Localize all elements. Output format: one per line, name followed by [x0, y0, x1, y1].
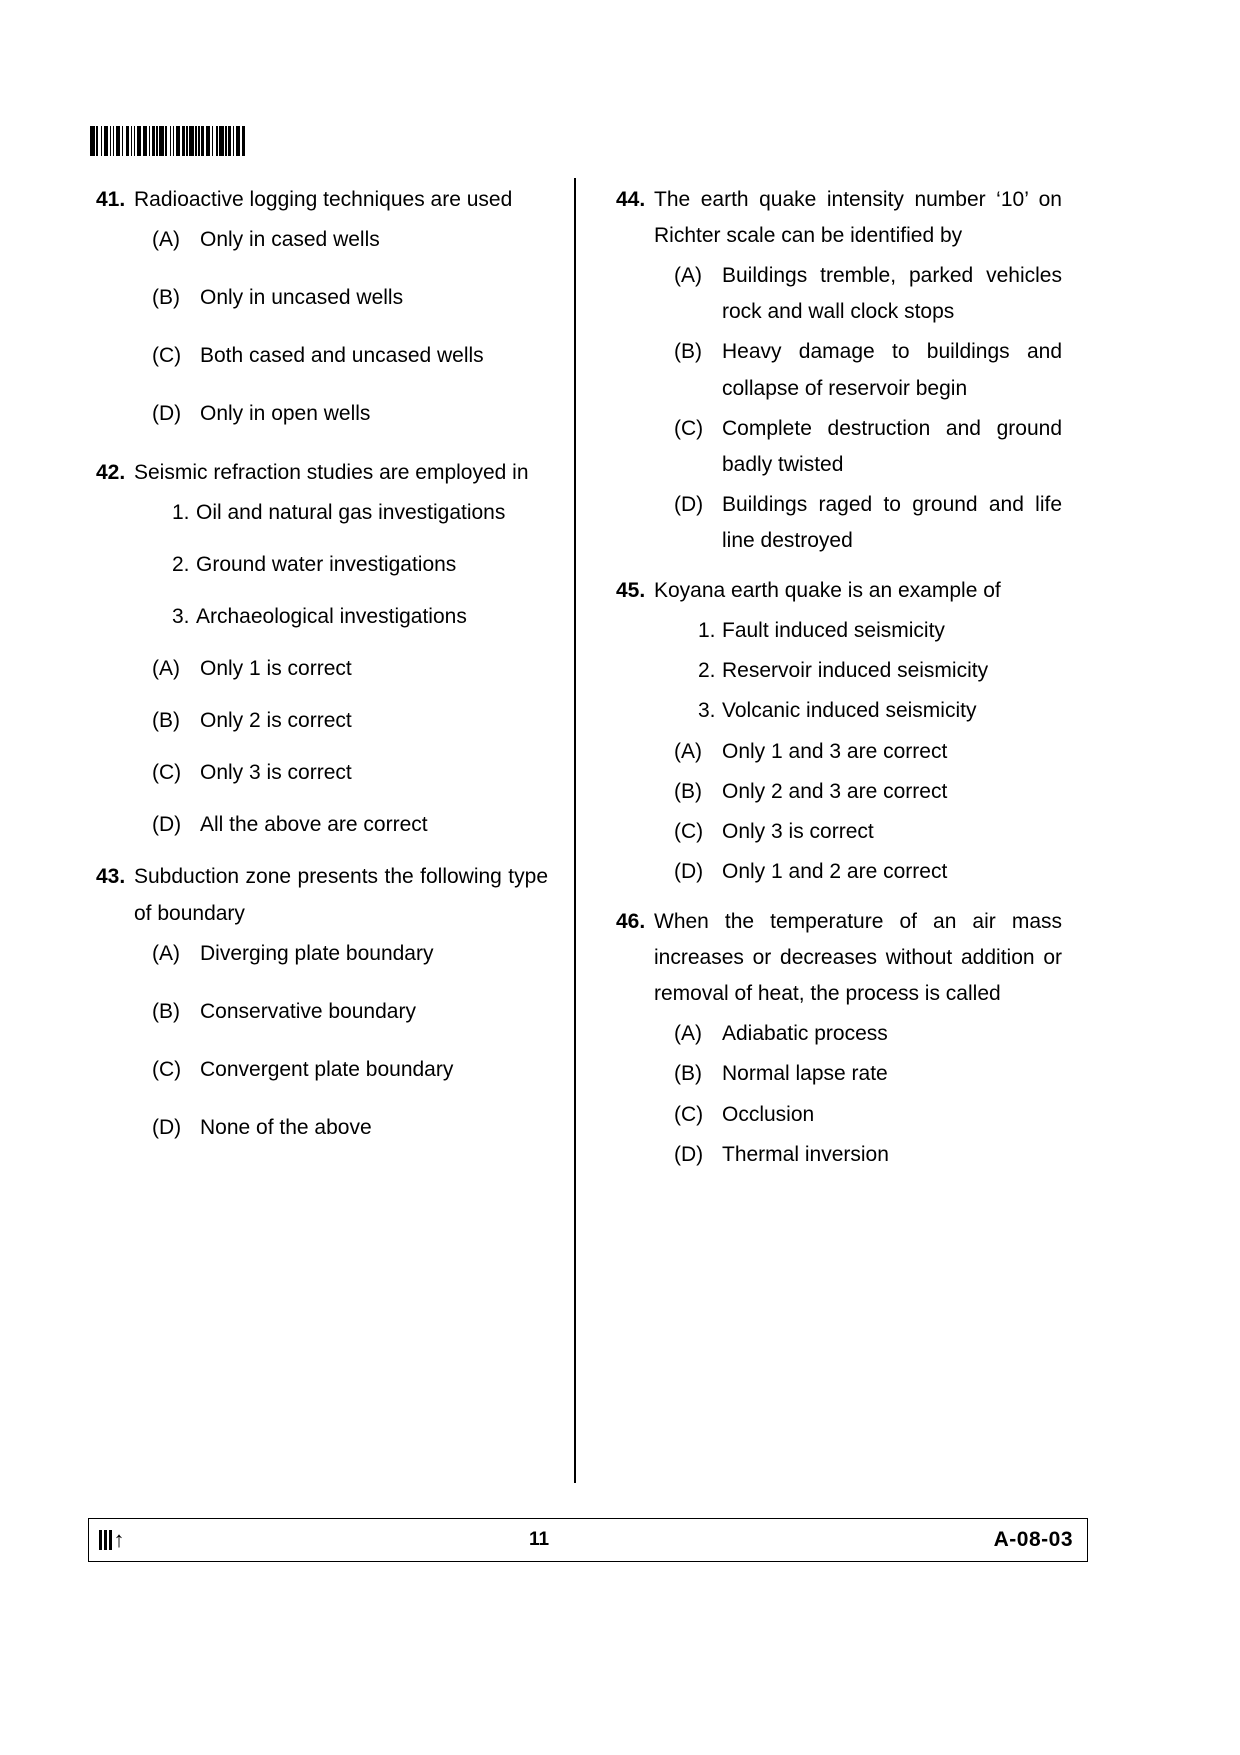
up-arrow-icon: ↑: [113, 1527, 125, 1552]
option-row[interactable]: [666, 774, 1062, 810]
option-text: Only in uncased wells: [200, 286, 404, 310]
option-key: (B): [152, 999, 180, 1023]
option-key: (C): [152, 761, 182, 785]
question-number: 42.: [96, 460, 126, 484]
question-sub-items: [88, 495, 548, 635]
option-key: (C): [674, 416, 704, 440]
option-key: (B): [152, 286, 180, 310]
option-key: (C): [674, 1102, 704, 1126]
option-key: (B): [674, 340, 702, 364]
option-text: Only 3 is correct: [200, 761, 352, 785]
option-key: (A): [674, 264, 702, 288]
option-row[interactable]: [666, 1016, 1062, 1052]
option-row[interactable]: [144, 651, 548, 687]
question-sub-items: [608, 613, 1062, 729]
question-stem: [88, 455, 548, 491]
option-row[interactable]: [666, 814, 1062, 850]
question-options: [88, 222, 548, 432]
option-row[interactable]: [666, 258, 1062, 330]
option-text: Only in cased wells: [200, 228, 380, 252]
option-row[interactable]: [666, 334, 1062, 406]
option-key: (C): [152, 1057, 182, 1081]
option-key: (D): [674, 492, 704, 516]
option-row[interactable]: [666, 854, 1062, 890]
question-block: [608, 182, 1062, 559]
sub-item-key: 3.: [172, 604, 190, 628]
option-key: (A): [152, 941, 180, 965]
page-footer: [88, 1518, 1088, 1562]
question-options: [88, 936, 548, 1146]
option-key: (D): [152, 1115, 182, 1139]
sub-item-text: Ground water investigations: [196, 552, 457, 576]
option-key: (D): [152, 813, 182, 837]
sub-item-text: Reservoir induced seismicity: [722, 659, 989, 683]
option-key: (D): [674, 859, 704, 883]
option-text: Occlusion: [722, 1102, 815, 1126]
paper-code: A-08-03: [993, 1528, 1073, 1551]
option-text: Buildings raged to ground and life line destroyed: [722, 492, 1062, 552]
question-columns: [88, 182, 1088, 1482]
option-key: (A): [152, 228, 180, 252]
option-key: (C): [152, 344, 182, 368]
option-text: None of the above: [200, 1115, 372, 1139]
option-text: Conservative boundary: [200, 999, 416, 1023]
question-number: 44.: [616, 188, 646, 211]
question-text: When the temperature of an air mass increases or decreases without addition or removal of heat, the process is called: [654, 909, 1062, 1006]
option-text: Both cased and uncased wells: [200, 344, 484, 368]
option-text: Thermal inversion: [722, 1142, 889, 1166]
question-block: [88, 859, 548, 1146]
option-text: Complete destruction and ground badly twisted: [722, 416, 1062, 476]
question-options: [608, 734, 1062, 890]
question-text: The earth quake intensity number ‘10’ on Richter scale can be identified by: [654, 188, 1062, 248]
option-row[interactable]: [144, 396, 548, 432]
sub-item-text: Fault induced seismicity: [722, 619, 945, 643]
option-row[interactable]: [144, 338, 548, 374]
option-row[interactable]: [144, 807, 548, 843]
question-stem: [608, 573, 1062, 609]
question-number: 46.: [616, 909, 646, 933]
sub-item-key: 2.: [698, 659, 716, 683]
question-stem: [88, 182, 548, 218]
option-key: (D): [674, 1142, 704, 1166]
option-key: (A): [674, 1022, 702, 1046]
option-text: Buildings tremble, parked vehicles rock and wall clock stops: [722, 264, 1062, 324]
option-text: Diverging plate boundary: [200, 941, 434, 965]
sub-item-key: 2.: [172, 552, 190, 576]
option-key: (A): [674, 739, 702, 763]
question-stem: [608, 904, 1062, 1012]
option-row[interactable]: [144, 280, 548, 316]
question-text: Subduction zone presents the following type of boundary: [134, 865, 548, 925]
option-row[interactable]: [666, 1137, 1062, 1173]
option-text: Only 1 and 2 are correct: [722, 859, 948, 883]
question-block: [608, 904, 1062, 1173]
option-text: All the above are correct: [200, 813, 428, 837]
right-question-column: [576, 182, 1062, 1482]
question-number: 41.: [96, 188, 126, 211]
question-text: Koyana earth quake is an example of: [654, 579, 1001, 603]
sub-item[interactable]: [670, 613, 1062, 649]
option-key: (B): [674, 1062, 702, 1086]
option-row[interactable]: [666, 734, 1062, 770]
option-row[interactable]: [144, 936, 548, 972]
option-text: Only 3 is correct: [722, 819, 874, 843]
sub-item-key: 1.: [172, 500, 190, 524]
question-options: [88, 651, 548, 843]
option-row[interactable]: [144, 994, 548, 1030]
option-row[interactable]: [144, 1052, 548, 1088]
option-key: (D): [152, 402, 182, 426]
option-key: (B): [674, 779, 702, 803]
sub-item[interactable]: [670, 653, 1062, 689]
option-row[interactable]: [666, 411, 1062, 483]
sub-item[interactable]: [670, 693, 1062, 729]
option-row[interactable]: [144, 222, 548, 258]
option-key: (A): [152, 656, 180, 680]
sub-item-key: 3.: [698, 699, 716, 723]
sub-item-text: Oil and natural gas investigations: [196, 500, 506, 524]
option-text: Only 2 and 3 are correct: [722, 779, 948, 803]
barcode: [90, 126, 246, 156]
option-text: Convergent plate boundary: [200, 1057, 454, 1081]
sub-item-text: Archaeological investigations: [196, 604, 467, 628]
option-row[interactable]: [666, 1056, 1062, 1092]
sub-item[interactable]: [144, 547, 548, 583]
question-stem: [608, 182, 1062, 254]
question-block: [608, 573, 1062, 890]
option-key: (C): [674, 819, 704, 843]
question-number: 43.: [96, 865, 126, 889]
question-options: [608, 258, 1062, 559]
option-text: Only 2 is correct: [200, 709, 352, 733]
question-number: 45.: [616, 579, 646, 603]
question-stem: [88, 859, 548, 931]
option-text: Only in open wells: [200, 402, 371, 426]
option-key: (B): [152, 709, 180, 733]
option-row[interactable]: [144, 1110, 548, 1146]
option-text: Only 1 is correct: [200, 656, 352, 680]
question-text: Seismic refraction studies are employed in: [134, 460, 529, 484]
question-text: Radioactive logging techniques are used: [134, 188, 513, 211]
sub-item-text: Volcanic induced seismicity: [722, 699, 977, 723]
option-text: Only 1 and 3 are correct: [722, 739, 948, 763]
option-text: Adiabatic process: [722, 1022, 888, 1046]
option-text: Normal lapse rate: [722, 1062, 888, 1086]
left-question-column: [88, 182, 574, 1482]
question-block: [88, 182, 548, 433]
sub-item-key: 1.: [698, 619, 716, 643]
sub-item[interactable]: [144, 599, 548, 635]
option-row[interactable]: [666, 487, 1062, 559]
sub-item[interactable]: [144, 495, 548, 531]
option-row[interactable]: [144, 703, 548, 739]
option-text: Heavy damage to buildings and collapse of reservoir begin: [722, 340, 1062, 400]
option-row[interactable]: [144, 755, 548, 791]
question-block: [88, 455, 548, 844]
question-options: [608, 1016, 1062, 1172]
page-number: 11: [529, 1529, 550, 1550]
option-row[interactable]: [666, 1097, 1062, 1133]
